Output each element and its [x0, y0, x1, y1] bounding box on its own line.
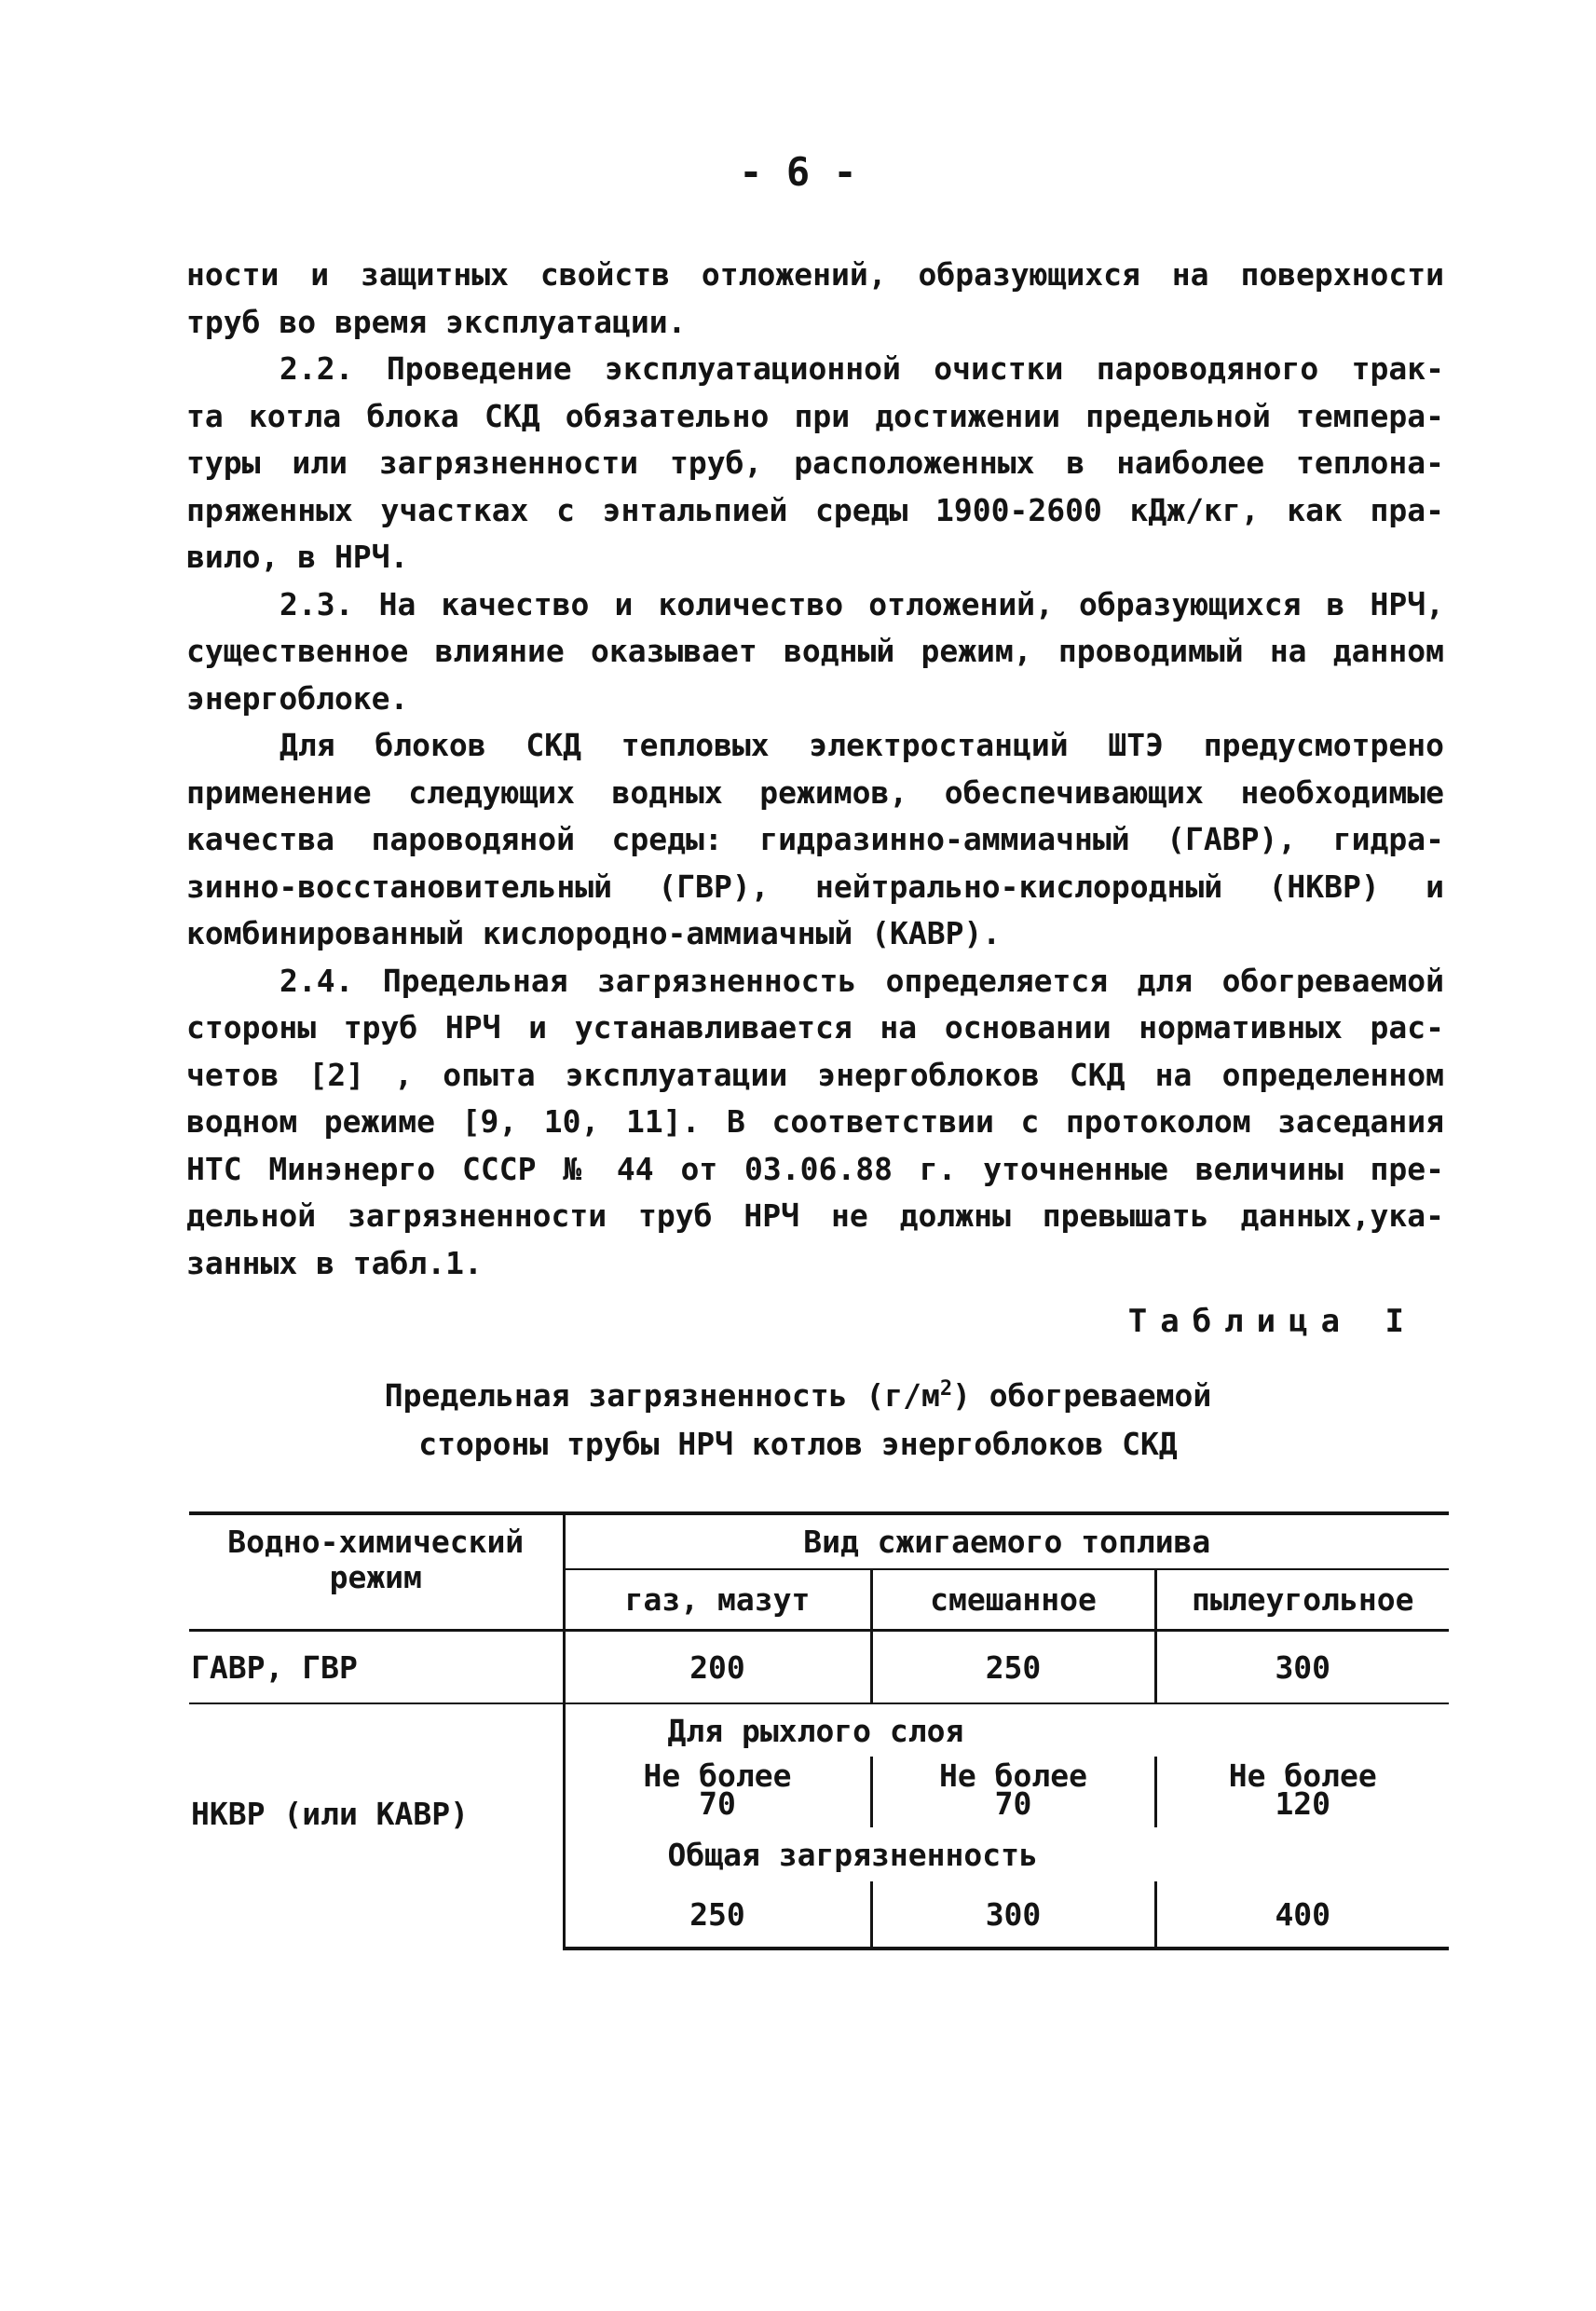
text-line: 2.3. На качество и количество отложений, образующихся в НРЧ,	[280, 585, 1444, 622]
body-text	[186, 252, 1444, 1287]
fuel-col-header: пылеугольное	[1155, 1569, 1449, 1631]
loose-prefix: Не более	[939, 1757, 1087, 1794]
table-title-line-1: Предельная загрязненность $(г/м^2)$ обогреваемой	[384, 1377, 1212, 1414]
text-line: 2.4. Предельная загрязненность определяется для обогреваемой	[280, 962, 1444, 999]
value-cell: 250	[871, 1631, 1155, 1704]
text-line: энергоблоке.	[186, 679, 409, 717]
value-cell: 300	[1155, 1631, 1449, 1704]
text-line: водном режиме [9, 10, 11]. В соответствии с протоколом заседания	[186, 1103, 1444, 1140]
total-cell: 400	[1155, 1881, 1449, 1949]
text-line: четов [2] , опыта эксплуатации энергоблоков СКД на определенном	[186, 1056, 1444, 1093]
text-line: занных в табл.1.	[186, 1244, 483, 1281]
text-line: зинно-восстановительный (ГВР), нейтрально-кислородный (НКВР) и	[186, 868, 1444, 905]
header-mode: Водно-химический режим	[189, 1513, 564, 1631]
total-cell: 250	[564, 1881, 871, 1949]
text-line: пряженных участках с энтальпией среды 1900-2600 кДж/кг, как пра-	[186, 491, 1444, 528]
limit-contamination-table	[189, 1511, 1449, 1950]
table-row	[189, 1703, 1449, 1757]
fuel-col-header: газ, мазут	[564, 1569, 871, 1631]
text-line: труб во время эксплуатации.	[186, 303, 687, 340]
text-line: применение следующих водных режимов, обеспечивающих необходимые	[186, 773, 1444, 811]
text-line: существенное влияние оказывает водный режим, проводимый на данном	[186, 633, 1444, 669]
text-line: НТС Минэнерго СССР № 44 от 03.06.88 г. уточненные величины пре-	[186, 1150, 1444, 1187]
loose-cell	[1155, 1757, 1449, 1827]
loose-prefix: Не более	[1228, 1757, 1377, 1794]
row-mode: НКВР (или КАВР)	[189, 1703, 564, 1949]
text-line: Для блоков СКД тепловых электростанций ШТЭ предусмотрено	[280, 727, 1444, 763]
text-line: 2.2. Проведение эксплуатационной очистки пароводяного трак-	[280, 350, 1444, 387]
loose-cell	[871, 1757, 1155, 1827]
table-caption: Таблица I	[1127, 1303, 1417, 1340]
table-title	[0, 1365, 1596, 1469]
text-line: стороны труб НРЧ и устанавливается на основании нормативных рас-	[186, 1009, 1444, 1046]
loose-value: 70	[994, 1785, 1032, 1822]
loose-layer-label: Для рыхлого слоя	[667, 1712, 964, 1749]
loose-prefix: Не более	[643, 1757, 792, 1794]
page-number: - 6 -	[739, 149, 857, 195]
row-mode: ГАВР, ГВР	[189, 1631, 564, 1704]
fuel-col-header: смешанное	[871, 1569, 1155, 1631]
total-label: Общая загрязненность	[667, 1836, 1038, 1873]
total-cell: 300	[871, 1881, 1155, 1949]
loose-value: 120	[1275, 1785, 1331, 1822]
value-cell: 200	[564, 1631, 871, 1704]
text-line: туры или загрязненности труб, расположенных в наиболее теплона-	[186, 444, 1444, 481]
text-line: вило, в НРЧ.	[186, 539, 409, 575]
loose-cell	[564, 1757, 871, 1827]
text-line: комбинированный кислородно-аммиачный (КАВР).	[186, 915, 1002, 951]
text-line: та котла блока СКД обязательно при достижении предельной темпера-	[186, 397, 1444, 434]
table-row	[189, 1631, 1449, 1704]
table-title-line-2: стороны трубы НРЧ котлов энергоблоков СКД	[418, 1426, 1178, 1462]
header-fuel: Вид сжигаемого топлива	[564, 1513, 1449, 1569]
text-line: ности и защитных свойств отложений, образующихся на поверхности	[186, 256, 1444, 293]
loose-value: 70	[699, 1785, 736, 1822]
text-line: дельной загрязненности труб НРЧ не должны превышать данных,ука-	[186, 1197, 1444, 1234]
text-line: качества пароводяной среды: гидразинно-аммиачный (ГАВР), гидра-	[186, 821, 1444, 857]
